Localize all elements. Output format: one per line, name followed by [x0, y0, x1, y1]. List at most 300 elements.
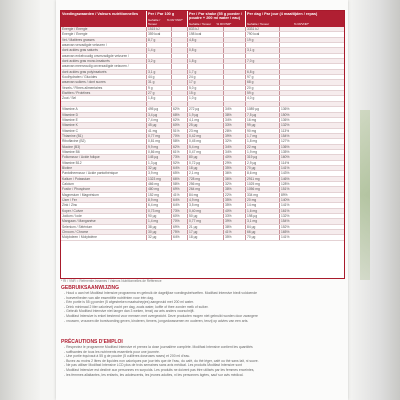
- nutrient-value: 23 mg: [188, 129, 224, 133]
- nutrient-value: 32%: [224, 139, 246, 143]
- nutrient-value: 73%: [172, 209, 188, 213]
- nutrient-value: 7,5 µg: [246, 113, 280, 117]
- nutrient-name: Pantotheenzuur / Acide pantothénique: [61, 171, 147, 175]
- nutrient-value: 1,8 mg: [246, 139, 280, 143]
- nutrient-value: 466 mg: [147, 182, 172, 186]
- nutrient-value: 2,1 mg: [188, 171, 224, 175]
- nutrient-value: [224, 54, 246, 58]
- usage-line: - suffisantes de tous les nutriments essentiels pour une journée.: [64, 350, 337, 355]
- nutrient-value: 256 mg: [188, 182, 224, 186]
- nutrient-value: 4,9 mg: [188, 198, 224, 202]
- nutrient-value: 0,8 g: [188, 48, 224, 52]
- nutrient-value: 36%: [224, 171, 246, 175]
- nutrient-value: [172, 32, 188, 36]
- nutrient-value: 132%: [281, 214, 290, 219]
- nutrient-name: Vet / Matières grasses: [61, 38, 147, 42]
- header-per-shake: [188, 11, 246, 27]
- usage-line: - Modifast Intensive est destiné aux personnes en surpoids. Les produits ne doivent pas être utilisés par les femmes enceintes,: [64, 368, 337, 373]
- nutrient-value: 75%: [172, 230, 188, 234]
- nutrient-value: 22%: [224, 193, 246, 197]
- nutrient-value: 0,77 mg: [147, 134, 172, 138]
- nutrient-value: 1,0 g: [188, 96, 224, 100]
- nutrient-name: Niacine (B3): [61, 145, 147, 149]
- nutrient-name: waarvan suikers / dont sucres: [61, 80, 147, 84]
- nutrient-value: 59 g: [246, 91, 280, 95]
- nutrient-value: 146%: [281, 176, 290, 181]
- nutrient-value: 160%: [281, 155, 290, 160]
- usage-list-nl: [61, 291, 337, 323]
- nutrient-value: 7,0 g: [246, 59, 280, 63]
- usage-line: - Ne pas utiliser Modifast Intensive LCD plus de trois semaines sans avis médical. Les produits Modifast Intensive sont: [64, 363, 337, 368]
- nutrient-value: [188, 54, 224, 58]
- nutrient-value: [224, 75, 246, 79]
- nutrient-value: 70 µg: [246, 235, 280, 239]
- nutrient-value: 64%: [172, 166, 188, 170]
- nutrient-name: Vitamine D: [61, 113, 147, 117]
- nutrient-value: 1515 kJ: [147, 27, 172, 31]
- nutrient-value: [280, 86, 302, 90]
- nutrient-value: 36%: [224, 177, 246, 181]
- nutrient-value: 38%: [224, 113, 246, 117]
- nutrient-value: [224, 43, 246, 47]
- nutrient-value: 21 µg: [188, 225, 224, 229]
- nutrient-value: 145 µg: [147, 155, 172, 159]
- packaging-green-band: [360, 110, 370, 280]
- nutrient-value: 3331 kJ: [246, 27, 280, 31]
- nutrient-value: 22 mg: [246, 145, 280, 149]
- usage-line: - Respectez le programme Modifast Intensive et prenez la dose journalière complète. Modifast Intensive contient les quantités: [64, 345, 337, 350]
- nutrient-value: 38%: [224, 187, 246, 191]
- nutrient-value: [147, 64, 172, 68]
- nutrient-value: [172, 70, 188, 74]
- table-row: [61, 235, 344, 240]
- nutrient-value: 90 mg: [246, 129, 280, 133]
- nutrient-value: 25 µg: [188, 123, 224, 127]
- nutrient-value: [172, 75, 188, 79]
- nutrient-value: [172, 38, 188, 42]
- nutrient-value: 7,4 mg: [147, 118, 172, 122]
- nutrient-value: 70 µg: [246, 166, 280, 170]
- nutrient-value: 84 mg: [188, 193, 224, 197]
- nutrient-value: [246, 54, 280, 58]
- nutrient-value: 154%: [281, 219, 290, 224]
- nutrient-value: 66%: [172, 177, 188, 181]
- ri-footnote: * RI / VNR = Referentie-innames / Valeurs Nutritionnelles de Référence: [61, 279, 162, 283]
- nutrient-value: 3,2 g: [147, 59, 172, 63]
- nutrient-name: Energie / Énergie: [61, 32, 147, 36]
- nutrient-value: 359 kcal: [147, 32, 172, 36]
- nutrient-value: 18 µg: [188, 235, 224, 239]
- nutrient-value: 1,9 mg: [246, 150, 280, 154]
- nutrient-value: 5,4 mg: [188, 145, 224, 149]
- usage-line: - Une portie équivaut à 55 g de poudre (5 cuillères doseuses rases) et 200 ml d'eau.: [64, 354, 337, 359]
- nutrient-value: 6,4 mg: [147, 203, 172, 207]
- nutrient-value: 60%: [172, 123, 188, 127]
- nutrient-value: 31 g: [147, 80, 172, 84]
- nutrient-value: 18 µg: [188, 166, 224, 170]
- nutrient-value: [172, 54, 188, 58]
- nutrient-name: Koper / Cuivre: [61, 209, 147, 213]
- nutrient-value: 272 µg: [188, 107, 224, 111]
- nutrient-value: 58%: [172, 182, 188, 186]
- nutrient-value: 32 µg: [147, 166, 172, 170]
- nutrient-value: 152%: [281, 224, 290, 229]
- nutrient-value: 319 µg: [246, 155, 280, 159]
- nutrient-value: 17 g: [188, 80, 224, 84]
- nutrient-value: 198 µg: [246, 214, 280, 218]
- header-title: Per / Par shake (55 g poeder / poudre + 200 ml water / eau): [189, 12, 242, 21]
- usage-line: - les femmes allaitantes, les enfants, les adolescents, les jeunes adultes, ni les personnes âgées, sauf sur avis médical.: [64, 373, 337, 378]
- nutrient-value: [246, 43, 280, 47]
- nutrient-name: Chroom / Chrome: [61, 230, 147, 234]
- nutrient-name: dont acides gras polyinsaturés: [61, 70, 147, 74]
- nutrient-name: Koolhydraten / Glucides: [61, 75, 147, 79]
- nutrient-value: 15 g: [188, 91, 224, 95]
- nutrient-value: 66 µg: [246, 230, 280, 234]
- nutrient-value: [172, 48, 188, 52]
- nutrient-value: 1,7 mg: [246, 134, 280, 138]
- nutrient-name: waarvan verzadigde vetzuren /: [61, 43, 147, 47]
- nutrient-value: 99 µg: [246, 123, 280, 127]
- header-sub-content: Gehalte / Teneur: [189, 21, 212, 26]
- nutrient-value: 136%: [281, 144, 290, 149]
- nutrient-value: [224, 70, 246, 74]
- nutrient-value: 97 g: [246, 75, 280, 79]
- nutrient-value: 0,72 µg: [188, 161, 224, 165]
- usage-line: - Buvez au moins 2 litres de liquides non caloriques par jour tels que de l'eau, du café, du thé léger, café ou thé sans lait, ni sucre.: [64, 359, 337, 364]
- nutrient-value: 161%: [281, 208, 290, 213]
- nutrient-value: 41%: [172, 193, 188, 197]
- nutrient-value: 32%: [224, 182, 246, 186]
- product-label: [56, 0, 348, 400]
- nutrient-value: 62%: [172, 145, 188, 149]
- nutrient-value: 65%: [172, 171, 188, 175]
- nutrient-value: 39%: [224, 134, 246, 138]
- nutrient-value: 29%: [224, 161, 246, 165]
- usage-line: - Modifast Intensive is enkel bestemd voor mensen met overgewicht. Deze producten mogen niet gebruikt worden door zwangere: [64, 314, 337, 319]
- nutrient-value: 58%: [172, 139, 188, 143]
- nutrient-value: 1323 mg: [147, 177, 172, 181]
- nutrient-value: 61%: [172, 150, 188, 154]
- nutrient-name: Kalium / Potassium: [61, 177, 147, 181]
- usage-title-nl: GEBRUIKSAANWIJZING: [61, 285, 120, 291]
- header-title: Per / Par 100 g: [148, 12, 175, 16]
- nutrient-value: 50 µg: [188, 214, 224, 218]
- nutrient-name: waarvan enkelvoudig onverzadigde vetzuren /: [61, 54, 147, 58]
- nutrient-value: [280, 27, 302, 31]
- nutrient-name: Vitamine E: [61, 118, 147, 122]
- nutrient-value: 20 g: [246, 86, 280, 90]
- nutrient-value: 8,9 mg: [147, 198, 172, 202]
- nutrient-value: 62%: [172, 107, 188, 111]
- usage-line: - vrouwen, vrouwen die borstvoeding geven, kinderen, tieners, jongvolwassenen en ouderen, tenzij op advies van een arts.: [64, 319, 337, 324]
- nutrient-value: 1056 mg: [246, 187, 280, 191]
- nutrient-value: 39%: [224, 219, 246, 223]
- nutrient-value: 14 mg: [246, 203, 280, 207]
- nutrient-value: 44 g: [147, 75, 172, 79]
- nutrient-name: Vitamine A: [61, 107, 147, 111]
- nutrient-value: [280, 32, 302, 36]
- nutrient-value: 0,45 mg: [188, 139, 224, 143]
- nutrient-value: 495 µg: [147, 107, 172, 111]
- nutrient-value: 27 g: [147, 91, 172, 95]
- nutrient-value: [280, 64, 302, 68]
- nutrient-value: 73%: [172, 155, 188, 159]
- packaging-left-edge: [0, 0, 40, 400]
- nutrient-value: 5,0 g: [188, 86, 224, 90]
- nutrient-value: 30 µg: [147, 230, 172, 234]
- nutrient-value: 136%: [281, 117, 290, 122]
- nutrient-value: 0,77 mg: [188, 219, 224, 223]
- nutrient-value: [147, 102, 172, 106]
- packaging-right-edge: [350, 0, 400, 400]
- nutrient-value: 1,9 µg: [188, 113, 224, 117]
- nutrient-value: [188, 102, 224, 106]
- nutrient-value: 35%: [224, 203, 246, 207]
- header-sub-ri: % RI/ VNR*: [167, 18, 183, 23]
- nutrition-table: [60, 10, 345, 279]
- nutrient-value: 69%: [172, 187, 188, 191]
- nutrient-value: 128%: [281, 181, 290, 186]
- nutrient-value: 89%: [281, 192, 288, 197]
- nutrient-value: 141%: [281, 203, 290, 208]
- nutrient-value: 20 mg: [246, 198, 280, 202]
- nutrient-value: 84 µg: [246, 225, 280, 229]
- nutrient-value: [280, 70, 302, 74]
- usage-list-fr: [61, 345, 337, 377]
- nutrient-value: 9 g: [147, 86, 172, 90]
- nutrient-value: [280, 75, 302, 79]
- nutrient-value: 0,86 mg: [147, 150, 172, 154]
- nutrient-value: 34%: [224, 145, 246, 149]
- nutrient-name: Molybdeen / Molybdène: [61, 235, 147, 239]
- nutrient-value: 728 mg: [188, 177, 224, 181]
- nutrient-value: 114%: [281, 160, 290, 165]
- nutrient-value: 0,47 mg: [188, 150, 224, 154]
- nutrient-value: 34%: [224, 107, 246, 111]
- nutrient-value: 2911 mg: [246, 177, 280, 181]
- nutrient-value: 64%: [172, 203, 188, 207]
- nutrient-value: [172, 96, 188, 100]
- nutrient-value: 2,9 µg: [246, 161, 280, 165]
- nutrient-value: [224, 96, 246, 100]
- nutrient-value: 0,42 mg: [188, 134, 224, 138]
- nutrient-value: [280, 43, 302, 47]
- nutrient-value: 143%: [281, 171, 290, 176]
- nutrient-name: dont acides gras mono-insaturés: [61, 59, 147, 63]
- nutrient-value: 3,5 mg: [188, 203, 224, 207]
- nutrient-value: 136%: [281, 107, 290, 112]
- nutrient-value: 334 mg: [246, 193, 280, 197]
- nutrient-value: 32 µg: [147, 235, 172, 239]
- nutrient-value: [224, 102, 246, 106]
- nutrient-value: 70%: [172, 219, 188, 223]
- nutrient-value: 264 mg: [188, 187, 224, 191]
- nutrient-value: 3,1 g: [246, 48, 280, 52]
- nutrient-value: 152 mg: [147, 193, 172, 197]
- nutrient-value: 34%: [224, 150, 246, 154]
- nutrient-value: 45 µg: [147, 123, 172, 127]
- nutrient-value: [246, 102, 280, 106]
- nutrient-value: 4,0 g: [246, 96, 280, 100]
- nutrient-value: [224, 91, 246, 95]
- nutrient-name: Zout / Sel: [61, 96, 147, 100]
- nutrient-value: 1,3 µg: [147, 161, 172, 165]
- usage-line: - hoeveelheden van alle essentiële nutriënten voor één dag.: [64, 296, 337, 301]
- nutrient-value: 480 mg: [147, 187, 172, 191]
- nutrient-value: [188, 64, 224, 68]
- nutrient-value: 40%: [224, 209, 246, 213]
- nutrient-value: 127%: [281, 139, 290, 144]
- header-sub-ri: % RI/VNR*: [216, 21, 232, 26]
- header-sub-ri: % RI/VNR*: [294, 21, 309, 26]
- nutrient-value: 38 µg: [147, 225, 172, 229]
- nutrient-value: [172, 64, 188, 68]
- header-subtitles: [189, 23, 244, 26]
- nutrient-value: 41 mg: [147, 129, 172, 133]
- header-title: Per dag / Par jour (4 maaltijden / repas): [247, 12, 318, 16]
- usage-line: - Eén portie is 55 g poeder (5 afgestreken maatschepjes) aangevuld met 200 ml water.: [64, 300, 337, 305]
- nutrient-value: [147, 43, 172, 47]
- nutrient-value: [172, 43, 188, 47]
- nutrient-value: [172, 102, 188, 106]
- nutrient-value: 8,6 mg: [246, 171, 280, 175]
- header-per-day: [246, 11, 342, 27]
- nutrient-value: 8,7 g: [147, 38, 172, 42]
- header-sub-content: Gehalte / Teneur: [148, 18, 161, 26]
- nutrient-value: 90 µg: [147, 214, 172, 218]
- nutrient-value: 141%: [281, 165, 290, 170]
- nutrient-name: Eiwitten / Protéines: [61, 91, 147, 95]
- usage-instructions-nl: [61, 285, 337, 323]
- nutrient-value: [172, 86, 188, 90]
- nutrient-value: 4,1 mg: [188, 118, 224, 122]
- nutrient-value: 0,40 mg: [188, 209, 224, 213]
- nutrient-value: [224, 80, 246, 84]
- nutrient-value: 833 kJ: [188, 27, 224, 31]
- nutrient-value: 70%: [172, 134, 188, 138]
- nutrient-name: Vezels / Fibres alimentaires: [61, 86, 147, 90]
- nutrient-value: 35%: [224, 235, 246, 239]
- nutrient-value: [280, 38, 302, 42]
- nutrient-value: 3,9 mg: [147, 171, 172, 175]
- nutrient-value: 64%: [172, 198, 188, 202]
- nutrient-value: 1,7 g: [188, 70, 224, 74]
- nutrient-value: 19 g: [246, 38, 280, 42]
- nutrient-value: 33%: [224, 214, 246, 218]
- nutrient-value: 34%: [224, 118, 246, 122]
- nutrient-value: [224, 48, 246, 52]
- nutrient-value: [172, 27, 188, 31]
- nutrient-value: 60%: [172, 214, 188, 218]
- nutrient-value: [280, 54, 302, 58]
- nutrient-name: Foliumzuur / Acide folique: [61, 155, 147, 159]
- nutrient-value: 135%: [281, 149, 290, 154]
- nutrient-value: 28%: [224, 129, 246, 133]
- nutrient-value: 1,4 mg: [147, 219, 172, 223]
- nutrient-value: 151%: [281, 187, 290, 192]
- usage-line: - Drink minimaal 2 liter calorievrij vocht per dag, zoals water, koffie of thee zonder melk of suiker.: [64, 305, 337, 310]
- usage-line: - Houd u aan het Modifast Intensive programma en gebruik de dagelijkse voedingsbehoeften. Modifast Intensive biedt voldoende: [64, 291, 337, 296]
- nutrient-value: 16 mg: [246, 118, 280, 122]
- nutrient-name: Jodium / Iode: [61, 214, 147, 218]
- nutrient-value: 1,4 g: [147, 48, 172, 52]
- usage-title-fr: PRÉCAUTIONS D'EMPLOI: [61, 339, 123, 345]
- nutrient-value: 80 µg: [188, 155, 224, 159]
- nutrient-value: [224, 86, 246, 90]
- nutrient-name: Vitamine B6: [61, 150, 147, 154]
- nutrient-name: Zink / Zinc: [61, 203, 147, 207]
- header-sub-content: Gehalte / Teneur: [247, 21, 270, 26]
- header-subtitles: [148, 19, 186, 26]
- nutrition-table-header: [61, 11, 344, 27]
- nutrient-value: 3,1 mg: [246, 219, 280, 223]
- nutrient-value: 150%: [281, 112, 290, 117]
- nutrient-value: [172, 59, 188, 63]
- nutrient-value: [246, 64, 280, 68]
- nutrient-name: Energie / Énergie: [61, 27, 147, 31]
- nutrient-value: 0,81 mg: [147, 139, 172, 143]
- header-per-100g: [147, 11, 188, 27]
- nutrient-value: [147, 54, 172, 58]
- nutrient-value: 68 g: [246, 80, 280, 84]
- nutrient-value: 38%: [224, 225, 246, 229]
- nutrient-value: [172, 80, 188, 84]
- nutrient-name: Mangaan / Manganèse: [61, 219, 147, 223]
- nutrient-value: [280, 48, 302, 52]
- nutrient-value: [188, 43, 224, 47]
- nutrient-name: IJzer / Fer: [61, 198, 147, 202]
- nutrient-value: 17 µg: [188, 230, 224, 234]
- nutrient-value: [280, 59, 302, 63]
- nutrient-name: Thiamine (B1): [61, 134, 147, 138]
- nutrient-value: 1089 µg: [246, 107, 280, 111]
- nutrient-value: 1,8 g: [147, 96, 172, 100]
- nutrient-name: Vitamine K: [61, 123, 147, 127]
- nutrient-value: 24 g: [188, 75, 224, 79]
- nutrient-value: 41%: [224, 230, 246, 234]
- nutrient-value: 113%: [281, 128, 290, 133]
- nutrient-value: 9,9 mg: [147, 145, 172, 149]
- nutrient-value: 33%: [224, 123, 246, 127]
- nutrient-value: [280, 102, 302, 106]
- nutrient-name: Biotine: [61, 166, 147, 170]
- nutrient-value: [172, 91, 188, 95]
- nutrient-value: 64%: [172, 235, 188, 239]
- nutrient-value: 132%: [281, 123, 290, 128]
- nutrient-value: 140%: [281, 198, 290, 202]
- usage-line: - Gebruik Modifast Intensive niet langer dan 3 weken, tenzij uw arts anders voorschrijft.: [64, 309, 337, 314]
- nutrient-value: 1,6 mg: [246, 209, 280, 213]
- nutrient-value: 3,1 g: [147, 70, 172, 74]
- nutrient-value: [224, 64, 246, 68]
- nutrient-value: 40%: [224, 155, 246, 159]
- nutrient-value: [224, 38, 246, 42]
- nutrient-value: 141%: [281, 235, 290, 240]
- nutrient-name: [61, 102, 147, 106]
- nutrient-value: 6,8 g: [246, 70, 280, 74]
- nutrient-name: Vitamine B12: [61, 161, 147, 165]
- nutrient-name: Vitamine C: [61, 129, 147, 133]
- nutrient-name: Riboflavine (B2): [61, 139, 147, 143]
- nutrient-value: 35%: [224, 166, 246, 170]
- nutrient-value: 51%: [172, 129, 188, 133]
- nutrient-value: 790 kcal: [246, 32, 280, 36]
- nutrient-value: 1025 mg: [246, 182, 280, 186]
- nutrient-value: [224, 27, 246, 31]
- nutrient-value: [280, 91, 302, 95]
- header-title: Voedingswaarden / Valeurs nutritionnelles: [62, 12, 139, 16]
